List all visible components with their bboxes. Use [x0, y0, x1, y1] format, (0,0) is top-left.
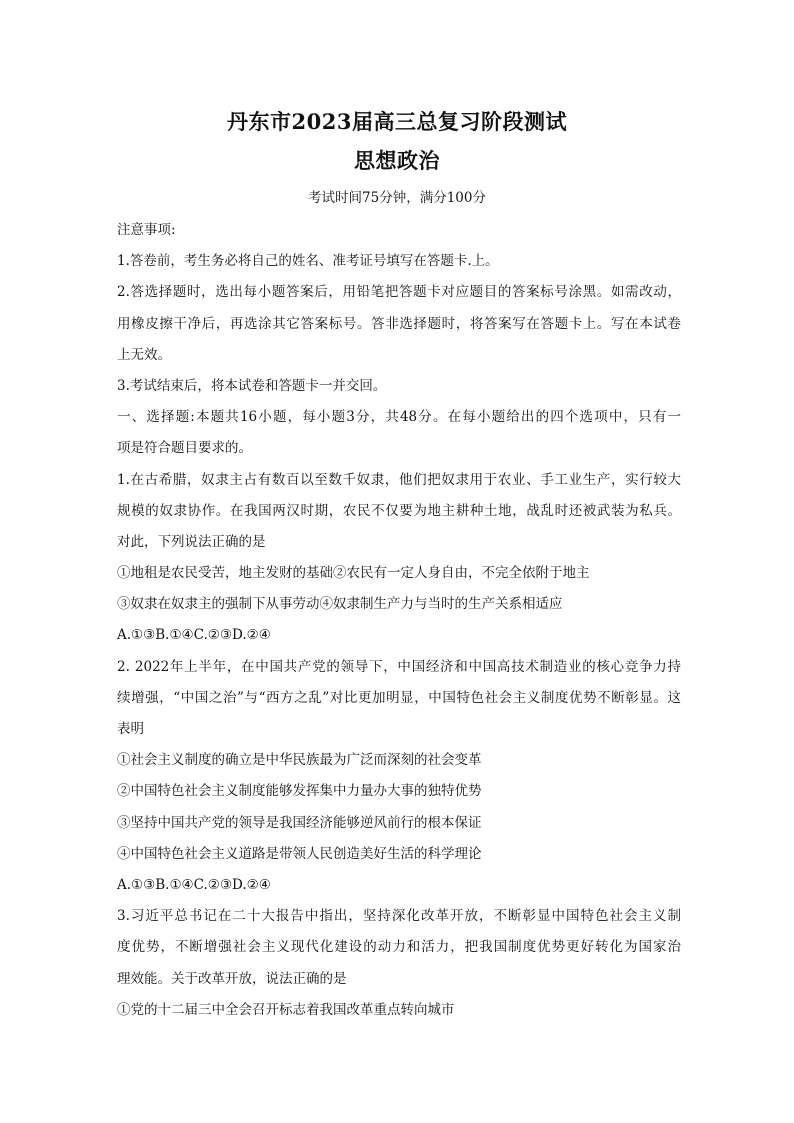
- notice-item: 用橡皮擦干净后，再选涂其它答案标号。答非选择题时，将答案写在答题卡上。写在本试卷: [117, 315, 681, 332]
- exam-body: [117, 215, 681, 1026]
- section-heading: 项是符合题目要求的。: [117, 440, 252, 457]
- question-option: ②中国特色社会主义制度能够发挥集中力量办大事的独特优势: [117, 783, 482, 800]
- exam-title: 丹东市2023届高三总复习阶段测试: [227, 109, 567, 134]
- question-choices: A.①③B.①④C.②③D.②④: [117, 627, 271, 644]
- question-option: ③奴隶在奴隶主的强制下从事劳动④奴隶制生产力与当时的生产关系相适应: [117, 596, 563, 613]
- notice-item: 2.答选择题时，选出每小题答案后，用铅笔把答题卡对应题目的答案标号涂黑。如需改动，: [117, 284, 681, 301]
- question-option: ①地租是农民受苦，地主发财的基础②农民有一定人身自由，不完全依附于地主: [117, 565, 590, 582]
- question-stem: 对此，下列说法正确的是: [117, 533, 266, 550]
- question-stem: 1.在古希腊，奴隶主占有数百以至数千奴隶，他们把奴隶用于农业、手工业生产，实行较大: [117, 471, 681, 488]
- notice-item: 1.答卷前，考生务必将自己的姓名、准考证号填写在答题卡.上。: [117, 253, 499, 270]
- question-stem: 度优势，不断增强社会主义现代化建设的动力和活力，把我国制度优势更好转化为国家治: [117, 939, 681, 956]
- notice-heading: 注意事项:: [117, 222, 176, 238]
- question-stem: 表明: [117, 721, 144, 737]
- question-stem: 续增强，“中国之治”与“西方之乱”对比更加明显，中国特色社会主义制度优势不断彰显。这: [117, 689, 681, 706]
- question-choices: A.①③B.①④C.②③D.②④: [117, 876, 271, 893]
- question-option: ①党的十二届三中全会召开标志着我国改革重点转向城市: [117, 1001, 455, 1018]
- question-stem: 规模的奴隶协作。在我国两汉时期，农民不仅要为地主耕种土地，战乱时还被武装为私兵。: [117, 502, 681, 519]
- section-heading: 一、选择题:本题共16小题，每小题3分，共48分。在每小题给出的四个选项中，只有一: [117, 409, 681, 426]
- question-option: ④中国特色社会主义道路是带领人民创造美好生活的科学理论: [117, 845, 482, 862]
- notice-item: 3.考试结束后，将本试卷和答题卡一并交回。: [117, 377, 387, 394]
- question-option: ③坚持中国共产党的领导是我国经济能够逆风前行的根本保证: [117, 814, 482, 831]
- exam-subject: 思想政治: [354, 148, 440, 173]
- question-option: ①社会主义制度的确立是中华民族最为广泛而深刻的社会变革: [117, 752, 482, 769]
- question-stem: 理效能。关于改革开放，说法正确的是: [117, 970, 347, 987]
- question-stem: 2. 2022年上半年，在中国共产党的领导下，中国经济和中国高技术制造业的核心竞争力持: [117, 658, 681, 675]
- notice-item: 上无效。: [117, 346, 171, 363]
- question-stem: 3.习近平总书记在二十大报告中指出，坚持深化改革开放，不断彰显中国特色社会主义制: [117, 908, 681, 925]
- exam-info: 考试时间75分钟，满分100分: [308, 190, 486, 206]
